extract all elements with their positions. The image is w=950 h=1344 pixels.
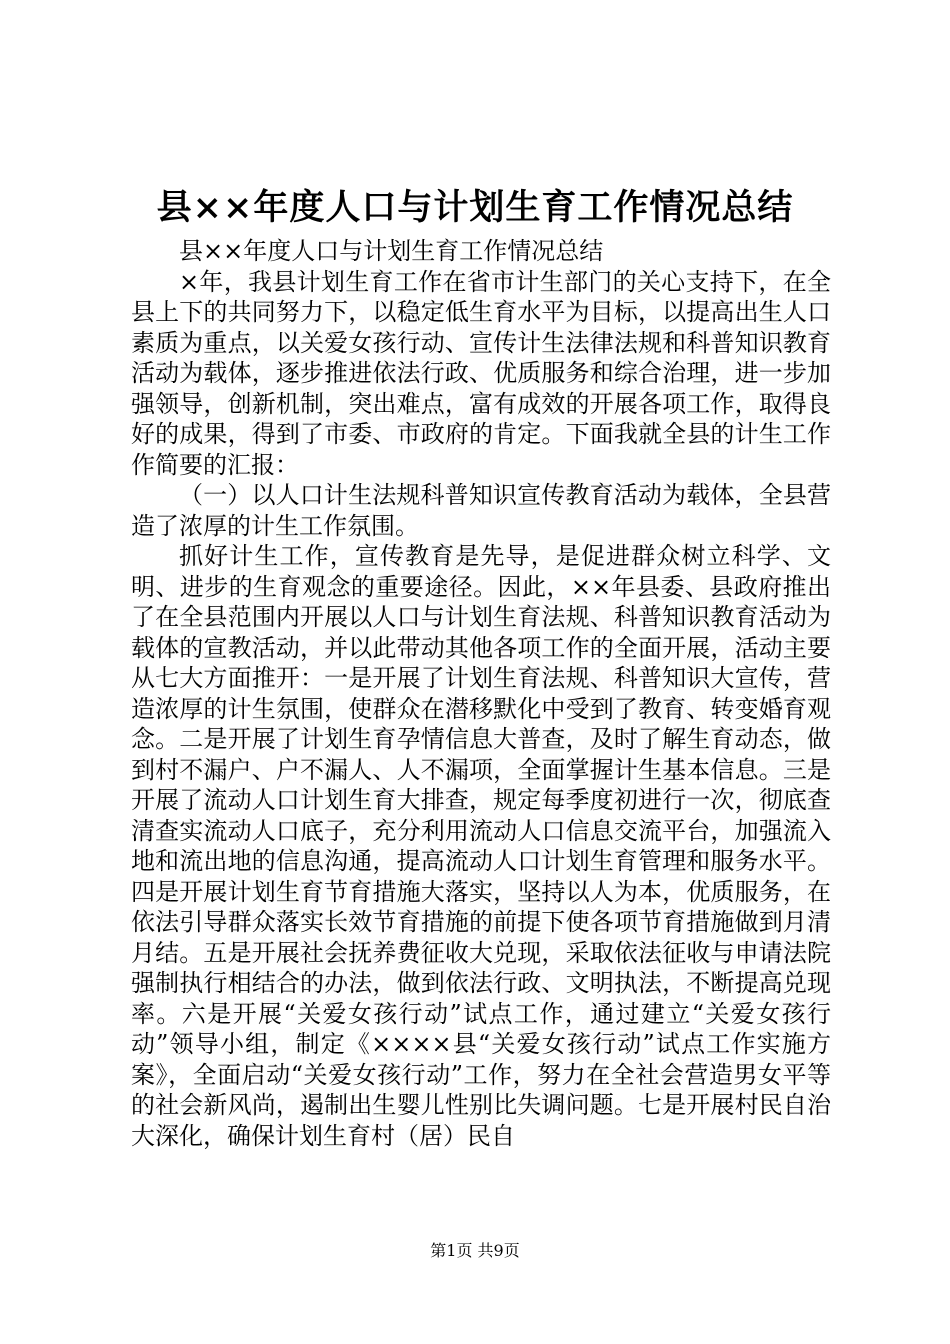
paragraph-body: 抓好计生工作，宣传教育是先导，是促进群众树立科学、文明、进步的生育观念的重要途径。因此，××年县委、县政府推出了在全县范围内开展以人口与计划生育法规、科普知识教育活动为载体的宣教活动，并以此带动其他各项工作的全面开展，活动主要从七大方面推开：一是开展了计划生育法规、科普知识大宣传，营造浓厚的计生氛围，使群众在潜移默化中受到了教育、转变婚育观念。二是开展了计划生育孕情信息大普查，及时了解生育动态，做到村不漏户、户不漏人、人不漏项，全面掌握计生基本信息。三是开展了流动人口计划生育大排查，规定每季度初进行一次，彻底查清查实流动人口底子，充分利用流动人口信息交流平台，加强流入地和流出地的信息沟通，提高流动人口计划生育管理和服务水平。四是开展计划生育节育措施大落实，坚持以人为本，优质服务，在依法引导群众落实长效节育措施的前提下使各项节育措施做到月清月结。五是开展社会抚养费征收大兑现，采取依法征收与申请法院强制执行相结合的办法，做到依法行政、文明执法，不断提高兑现率。六是开展“关爱女孩行动”试点工作，通过建立“关爱女孩行动”领导小组，制定《××××县“关爱女孩行动”试点工作实施方案》，全面启动“关爱女孩行动”工作，努力在全社会营造男女平等的社会新风尚，遏制出生婴儿性别比失调问题。七是开展村民自治大深化，确保计划生育村（居）民自 — [131, 542, 831, 1150]
page-footer: 第1页 共9页 — [430, 1241, 520, 1260]
document-body — [131, 236, 831, 1151]
document-title: 县××年度人口与计划生育工作情况总结 — [156, 187, 794, 228]
paragraph-section-heading: （一）以人口计生法规科普知识宣传教育活动为载体，全县营造了浓厚的计生工作氛围。 — [131, 481, 831, 540]
document-subtitle: 县××年度人口与计划生育工作情况总结 — [179, 237, 604, 265]
paragraph-intro: ×年，我县计划生育工作在省市计生部门的关心支持下，在全县上下的共同努力下，以稳定低生育水平为目标，以提高出生人口素质为重点，以关爱女孩行动、宣传计生法律法规和科普知识教育活动为载体，逐步推进依法行政、优质服务和综合治理，进一步加强领导，创新机制，突出难点，富有成效的开展各项工作，取得良好的成果，得到了市委、市政府的肯定。下面我就全县的计生工作作简要的汇报： — [131, 267, 831, 479]
